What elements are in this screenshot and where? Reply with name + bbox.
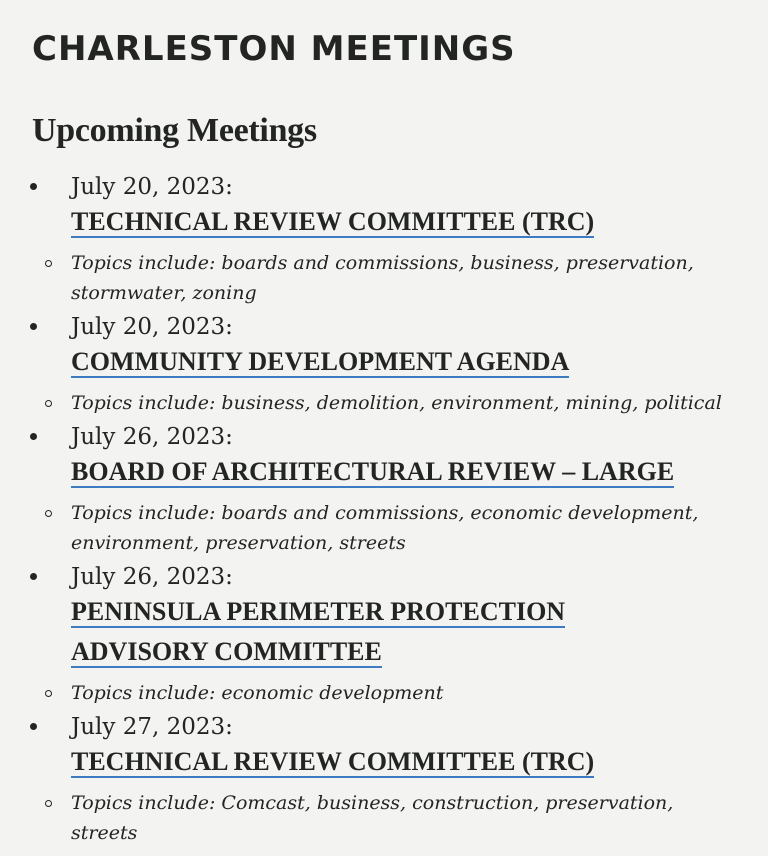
- meeting-topics-text: Topics include: boards and commissions, economic development, environment, preservation, streets: [71, 502, 699, 554]
- meeting-item: [0, 310, 768, 418]
- meeting-topics: [71, 248, 768, 308]
- meeting-topics: [71, 388, 768, 418]
- circle-bullet-icon: [45, 690, 52, 697]
- topics-list: [1, 248, 768, 308]
- topics-list: [1, 788, 768, 848]
- meeting-date: July 26, 2023:: [71, 424, 233, 450]
- meeting-link[interactable]: TECHNICAL REVIEW COMMITTEE (TRC): [71, 747, 595, 776]
- topics-list: [1, 678, 768, 708]
- meeting-topics-text: Topics include: Comcast, business, construction, preservation, streets: [71, 792, 674, 844]
- meeting-link[interactable]: COMMUNITY DEVELOPMENT AGENDA: [71, 347, 570, 376]
- meeting-topics-text: Topics include: boards and commissions, business, preservation, stormwater, zoning: [71, 252, 694, 304]
- meeting-date: July 27, 2023:: [71, 714, 233, 740]
- circle-bullet-icon: [45, 510, 52, 517]
- meeting-link[interactable]: BOARD OF ARCHITECTURAL REVIEW – LARGE: [71, 457, 675, 486]
- topics-list: [1, 498, 768, 558]
- circle-bullet-icon: [45, 800, 52, 807]
- meeting-topics-text: Topics include: economic development: [71, 682, 444, 704]
- bullet-icon: [30, 433, 37, 440]
- bullet-icon: [30, 573, 37, 580]
- meeting-topics-text: Topics include: business, demolition, environment, mining, political: [71, 392, 722, 414]
- meeting-item: [0, 420, 768, 558]
- meeting-link[interactable]: TECHNICAL REVIEW COMMITTEE (TRC): [71, 207, 595, 236]
- circle-bullet-icon: [45, 400, 52, 407]
- meeting-topics: [71, 678, 768, 708]
- meeting-item: [0, 710, 768, 848]
- meeting-date: July 26, 2023:: [71, 564, 233, 590]
- bullet-icon: [30, 183, 37, 190]
- meeting-topics: [71, 788, 768, 848]
- meeting-date: July 20, 2023:: [71, 174, 233, 200]
- bullet-icon: [30, 723, 37, 730]
- bullet-icon: [30, 323, 37, 330]
- topics-list: [1, 388, 768, 418]
- meetings-list: [0, 170, 768, 850]
- circle-bullet-icon: [45, 260, 52, 267]
- meeting-topics: [71, 498, 768, 558]
- section-heading: Upcoming Meetings: [32, 112, 317, 149]
- page-title: CHARLESTON MEETINGS: [32, 29, 516, 69]
- meeting-date: July 20, 2023:: [71, 314, 233, 340]
- meeting-link[interactable]: PENINSULA PERIMETER PROTECTION ADVISORY COMMITTEE: [71, 597, 566, 666]
- meeting-item: [0, 560, 768, 708]
- meeting-item: [0, 170, 768, 308]
